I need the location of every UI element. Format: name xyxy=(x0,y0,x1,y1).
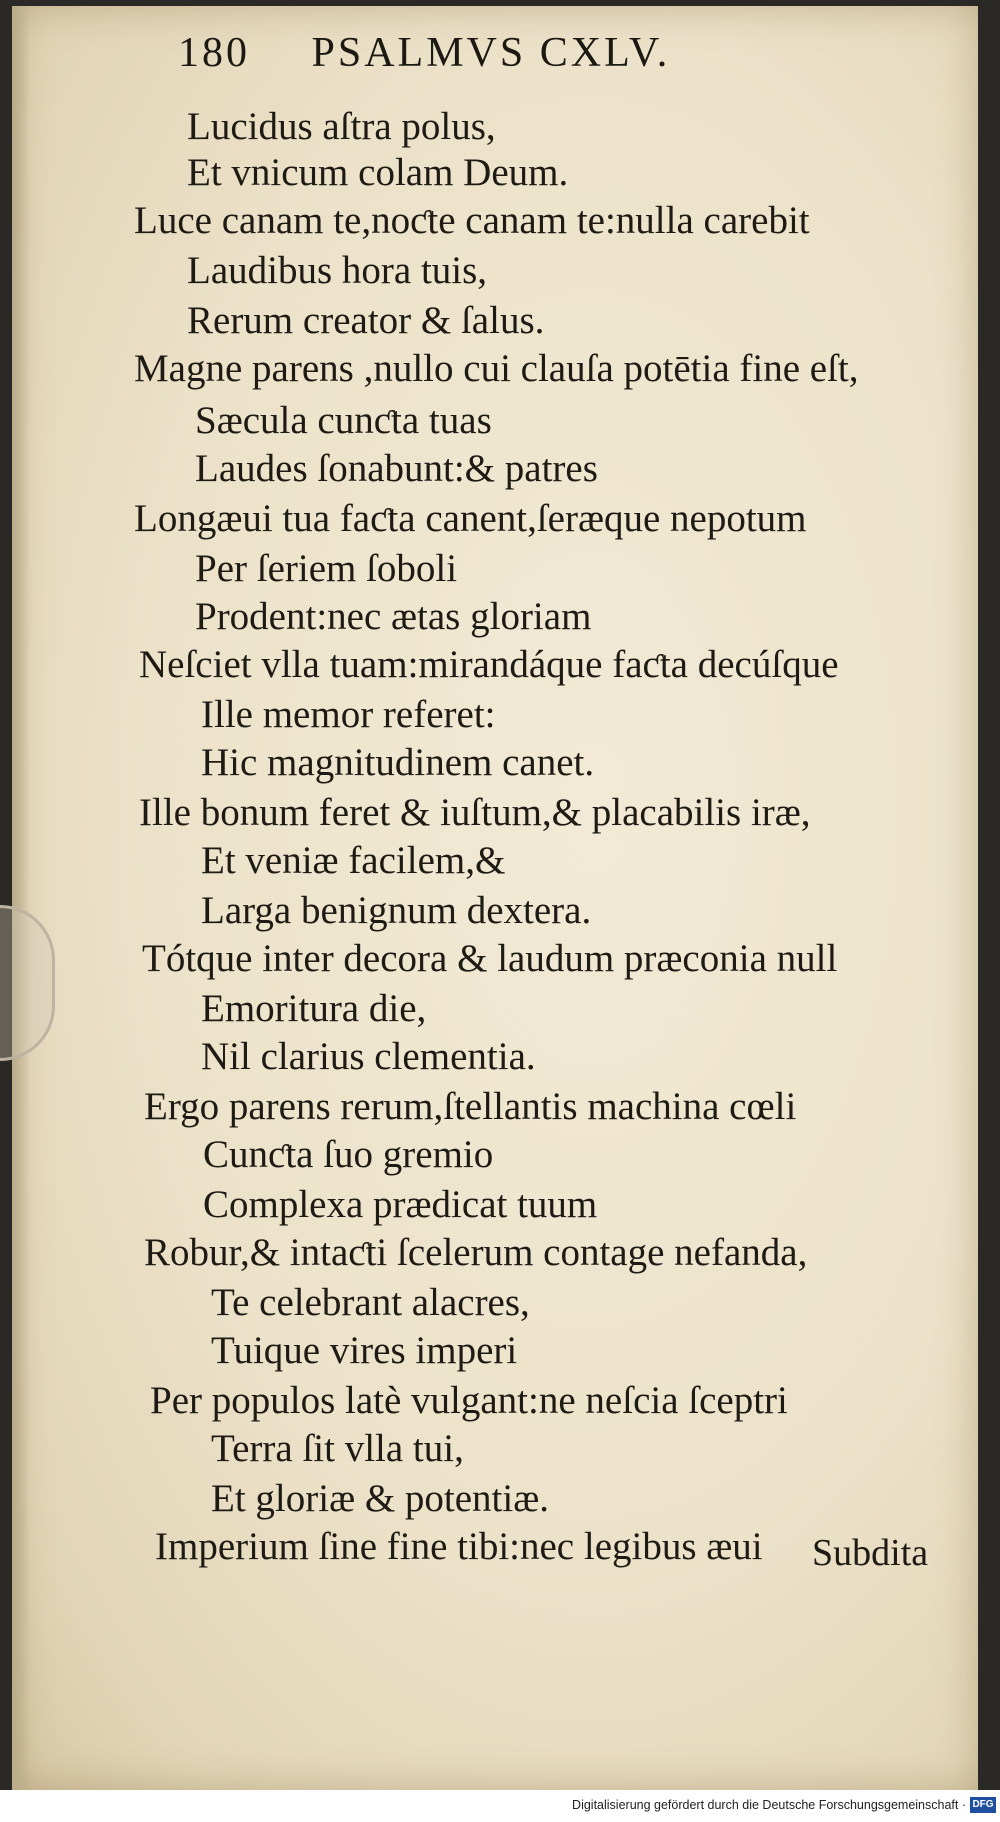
verse-line: Te celebrant alacres, xyxy=(211,1281,530,1324)
verse-line: Magne parens ,nullo cui clauſa potētia fine eſt, xyxy=(134,347,859,390)
verse-line: Cunƈta ſuo gremio xyxy=(203,1133,494,1176)
verse-line: Et veniæ facilem,& xyxy=(201,839,506,882)
verse-line: Et vnicum colam Deum. xyxy=(187,151,569,194)
verse-line: Hic magnitudinem canet. xyxy=(201,741,595,784)
page-header xyxy=(178,24,670,82)
verse-line: Rerum creator & ſalus. xyxy=(187,299,545,342)
page-title: PSALMVS CXLV. xyxy=(311,30,671,76)
verse-line: Complexa prædicat tuum xyxy=(203,1183,598,1226)
verse-line: Emoritura die, xyxy=(201,987,427,1030)
verse-line: Larga benignum dextera. xyxy=(201,889,592,932)
verse-line: Luce canam te,noƈte canam te:nulla carebit xyxy=(134,199,810,242)
catchword: Subdita xyxy=(812,1532,929,1574)
verse-line: Neſciet vlla tuam:mirandáque faƈta decúſque xyxy=(139,643,839,686)
footer-credit: Digitalisierung gefördert durch die Deutsche Forschungsgemeinschaft · xyxy=(572,1798,966,1812)
verse-line: Robur,& intaƈti ſcelerum contage nefanda, xyxy=(144,1231,808,1274)
verse-line: Ergo parens rerum,ſtellantis machina cœli xyxy=(144,1085,797,1128)
page-number: 180 xyxy=(178,30,250,76)
verse-line: Tótque inter decora & laudum præconia null xyxy=(142,937,838,980)
verse-line: Tuique vires imperi xyxy=(211,1329,518,1372)
verse-line: Ille bonum feret & iuſtum,& placabilis iræ, xyxy=(139,791,811,834)
verse-line: Longæui tua faƈta canent,ſeræque nepotum xyxy=(134,497,807,540)
verse-line: Per ſeriem ſoboli xyxy=(195,547,458,590)
verse-line: Ille memor referet: xyxy=(201,693,496,736)
dfg-logo: DFG xyxy=(970,1797,996,1813)
verse-line: Prodent:nec ætas gloriam xyxy=(195,595,592,638)
verse-line: Lucidus aſtra polus, xyxy=(187,105,496,148)
verse-line: Nil clarius clementia. xyxy=(201,1035,536,1078)
verse-line: Laudes ſonabunt:& patres xyxy=(195,447,598,490)
verse-line: Laudibus hora tuis, xyxy=(187,249,488,292)
verse-line: Et gloriæ & potentiæ. xyxy=(211,1477,549,1520)
verse-line: Imperium ſine fine tibi:nec legibus æui xyxy=(155,1525,763,1568)
verse-line: Sæcula cunƈta tuas xyxy=(195,399,492,442)
page-gutter-shadow xyxy=(12,6,30,1790)
verse-line: Per populos latè vulgant:ne neſcia ſceptri xyxy=(150,1379,788,1422)
verse-line: Terra ſit vlla tui, xyxy=(211,1427,464,1470)
digitization-footer xyxy=(0,1790,1000,1822)
